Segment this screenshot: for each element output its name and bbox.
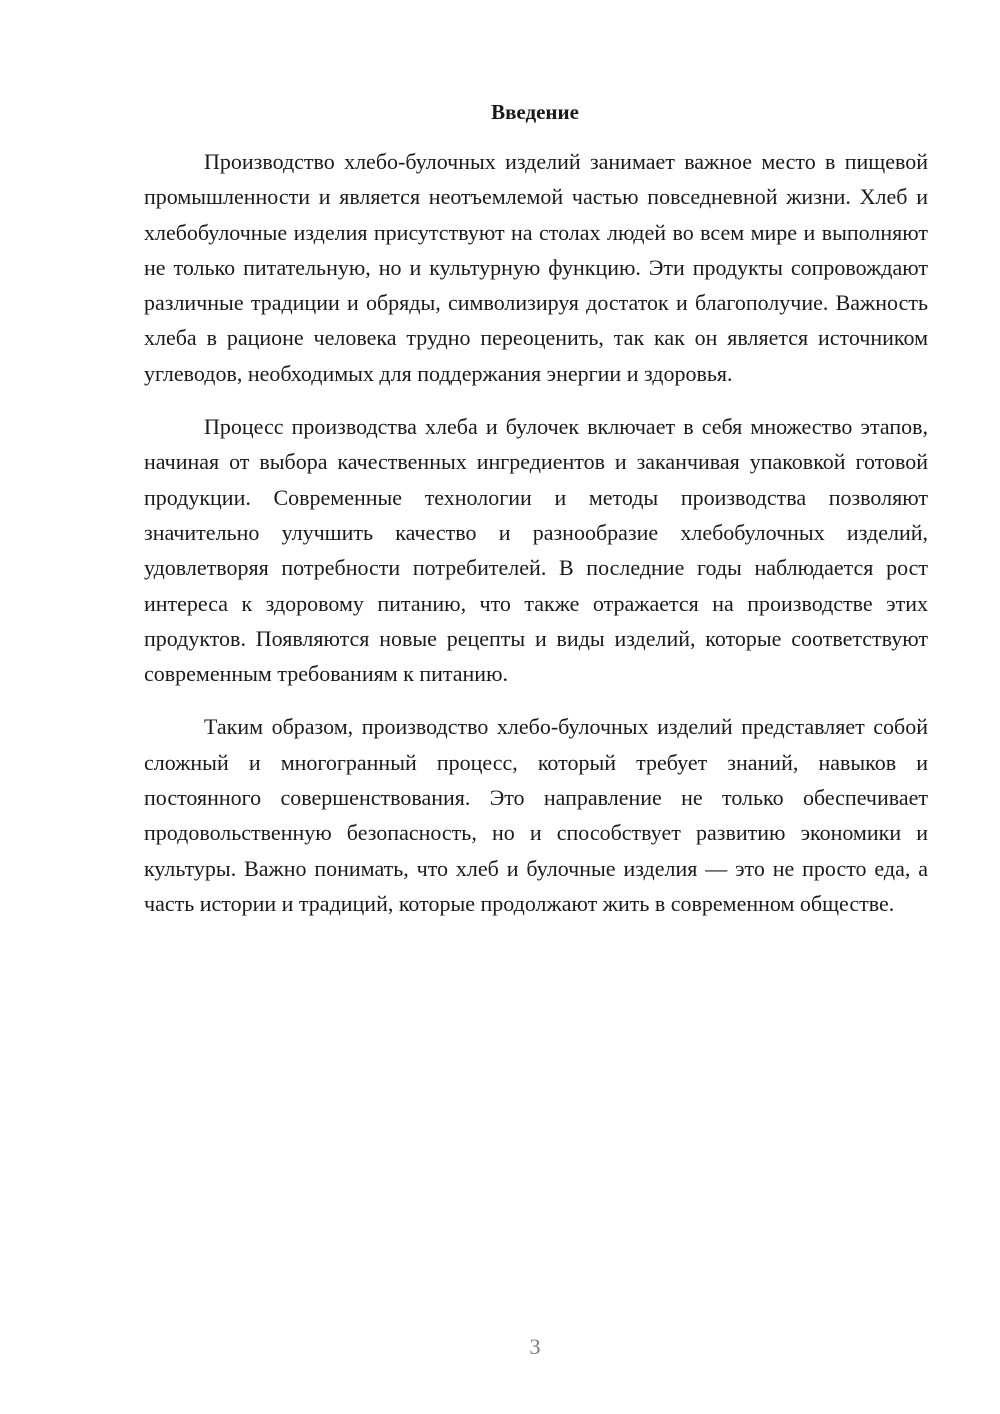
paragraph: Таким образом, производство хлебо-булочных изделий представляет собой сложный и многогранный процесс, который требует знаний, навыков и постоянного совершенствования. Это направление не только обеспечивает продовольственную безопасность, но и способствует развитию экономики и культуры. Важно понимать, что хлеб и булочные изделия — это не просто еда, а часть истории и традиций, которые продолжают жить в современном обществе. [144, 714, 928, 916]
body-text [144, 144, 928, 939]
page-number: 3 [529, 1334, 541, 1359]
paragraph: Производство хлебо-булочных изделий занимает важное место в пищевой промышленности и является неотъемлемой частью повседневной жизни. Хлеб и хлебобулочные изделия присутствуют на столах людей во всем мире и выполняют не только питательную, но и культурную функцию. Эти продукты сопровождают различные традиции и обряды, символизируя достаток и благополучие. Важность хлеба в рационе человека трудно переоценить, так как он является источником углеводов, необходимых для поддержания энергии и здоровья. [144, 149, 928, 386]
paragraph: Процесс производства хлеба и булочек включает в себя множество этапов, начиная от выбора качественных ингредиентов и заканчивая упаковкой готовой продукции. Современные технологии и методы производства позволяют значительно улучшить качество и разнообразие хлебобулочных изделий, удовлетворяя потребности потребителей. В последние годы наблюдается рост интереса к здоровому питанию, что также отражается на производстве этих продуктов. Появляются новые рецепты и виды изделий, которые соответствуют современным требованиям к питанию. [144, 414, 928, 687]
section-title: Введение [491, 100, 579, 124]
